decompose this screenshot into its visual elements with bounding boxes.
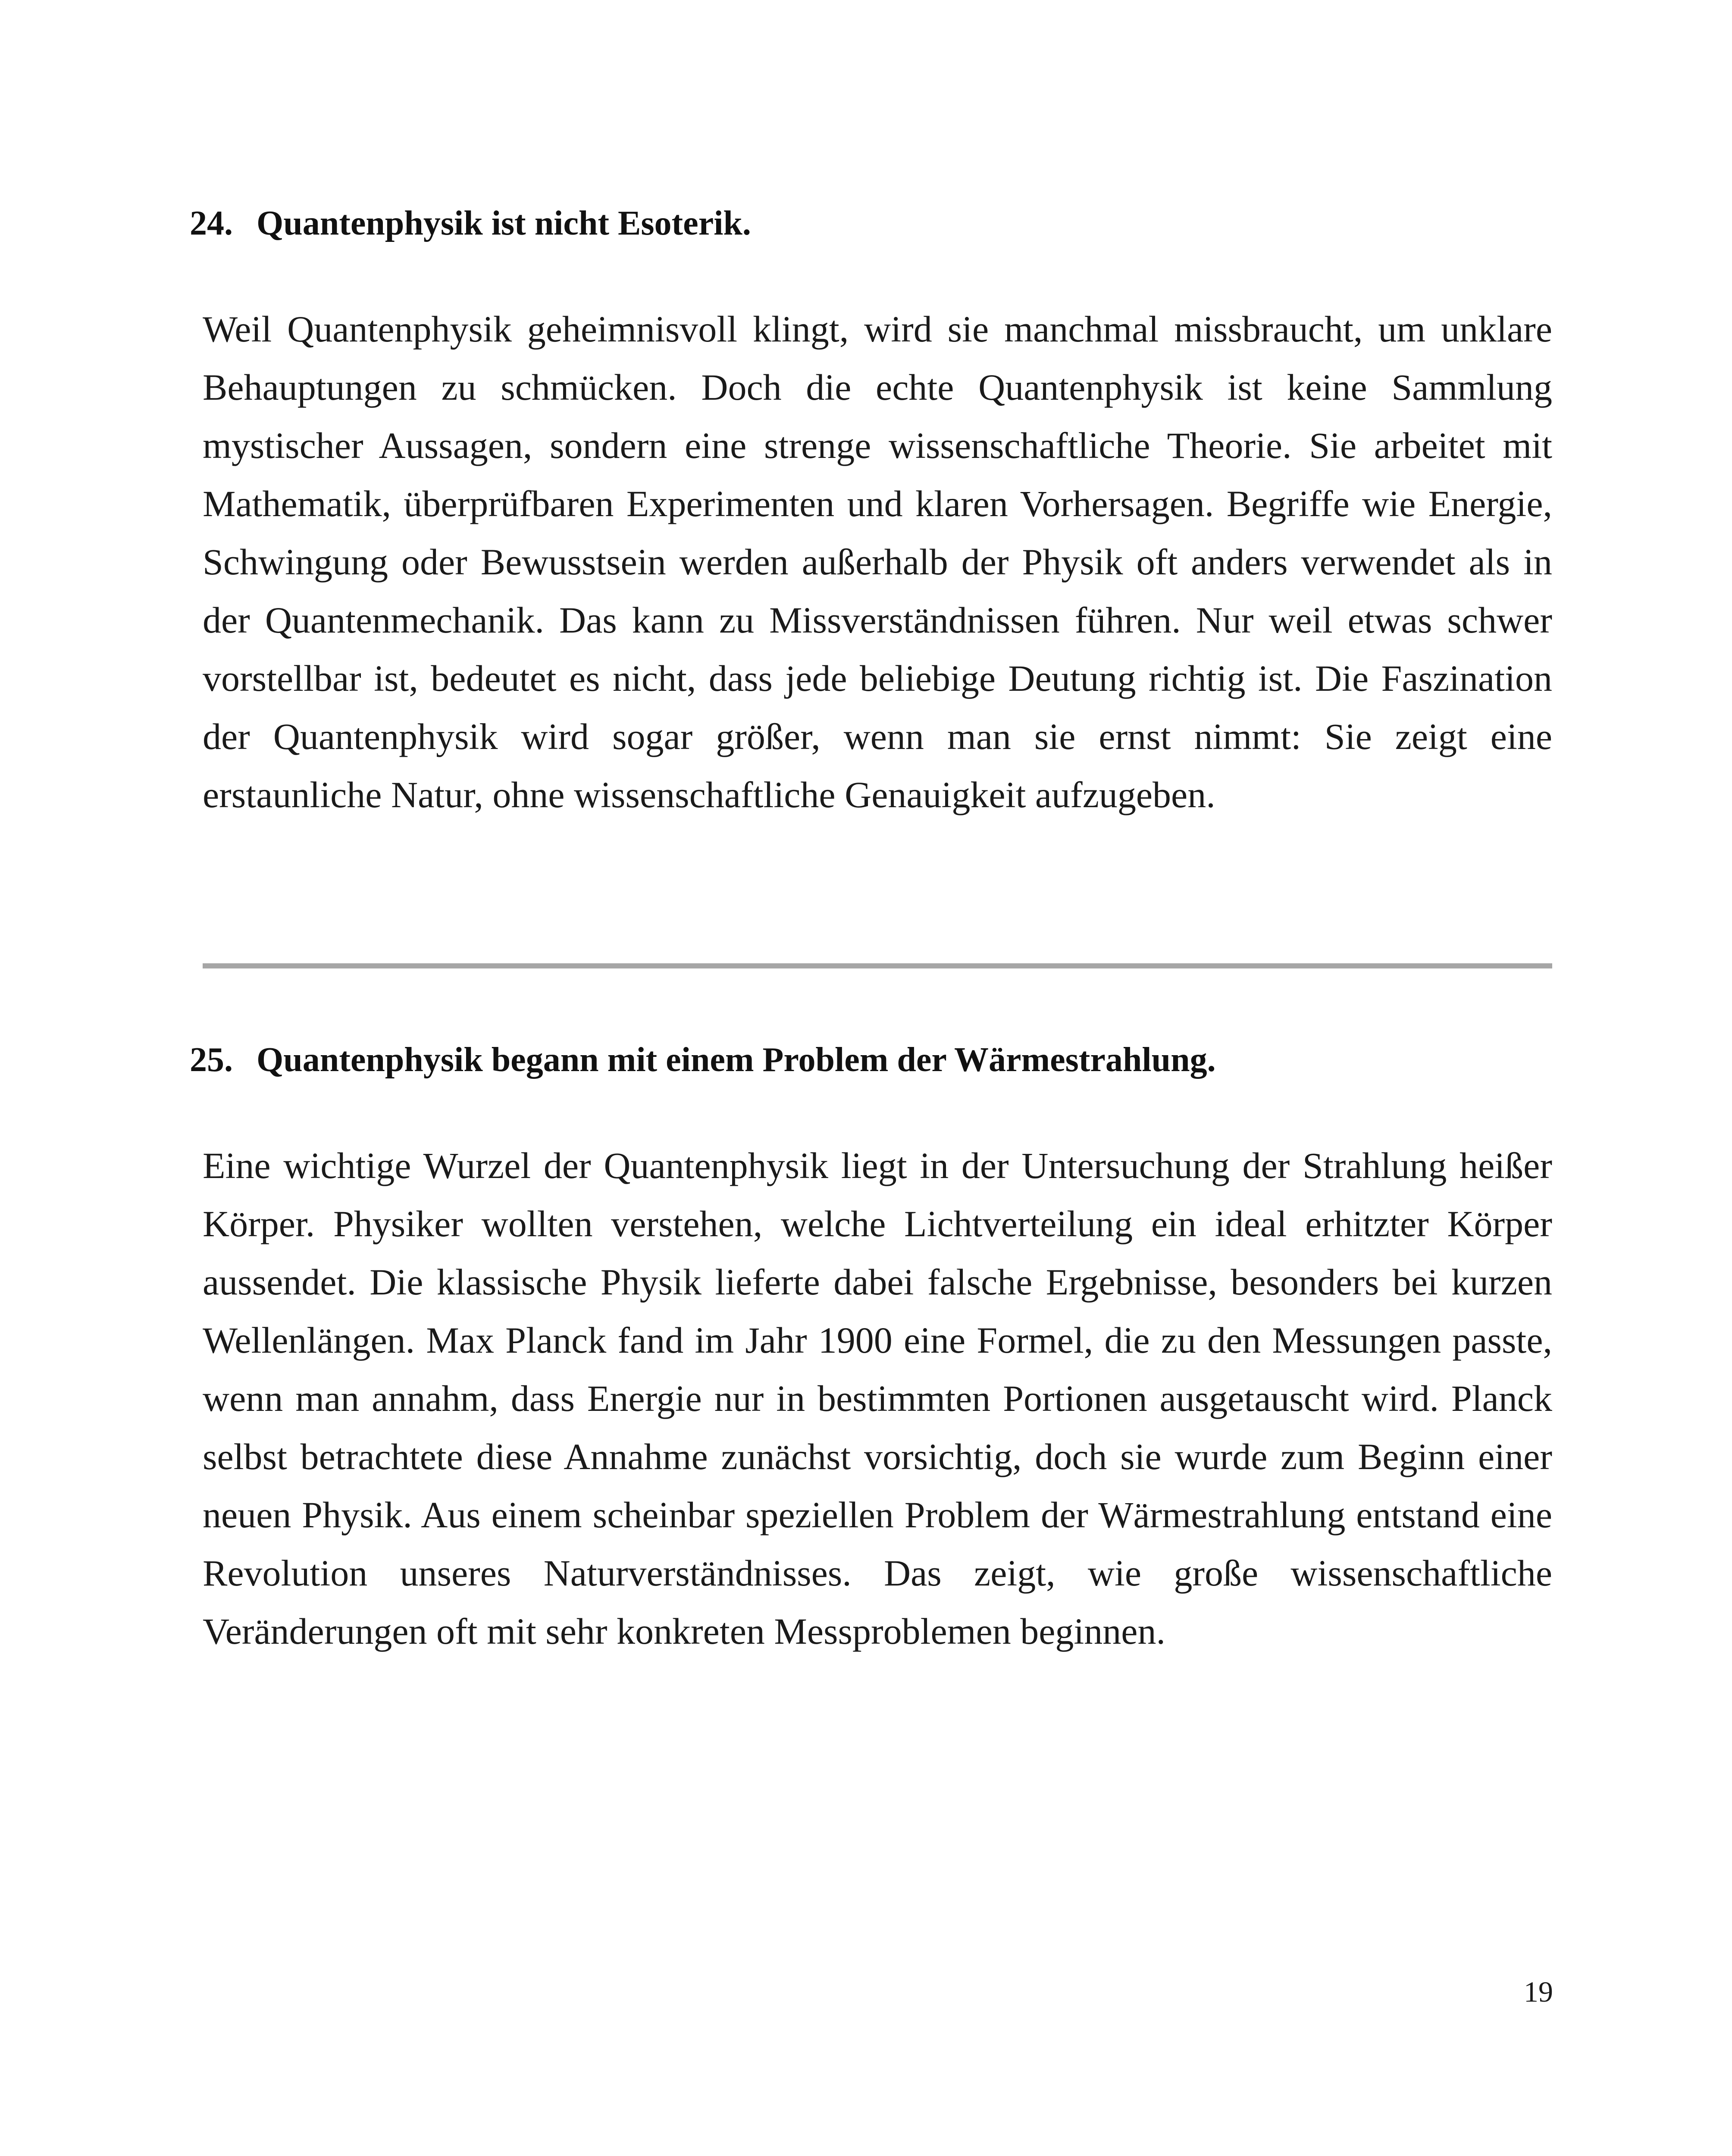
- section-title: Quantenphysik ist nicht Esoterik.: [257, 204, 751, 242]
- section-body: Eine wichtige Wurzel der Quantenphysik liegt in der Untersuchung der Strahlung heißer Körper. Physiker wollten verstehen, welche Lichtverteilung ein ideal erhitzter Körper aussendet. Die klassische Physik lieferte dabei falsche Ergebnisse, besonders bei kurzen Wellenlängen. Max Planck fand im Jahr 1900 eine Formel, die zu den Messungen passte, wenn man annahm, dass Energie nur in bestimmten Portionen ausgetauscht wird. Planck selbst betrachtete diese Annahme zunächst vorsichtig, doch sie wurde zum Beginn einer neuen Physik. Aus einem scheinbar speziellen Problem der Wärmestrahlung entstand eine Revolution unseres Naturverständnisses. Das zeigt, wie große wissenschaftliche Veränderungen oft mit sehr konkreten Messproblemen beginnen.: [203, 1145, 1552, 1652]
- section-heading: [190, 203, 1552, 244]
- section-number: 24.: [190, 204, 233, 242]
- section-title: Quantenphysik begann mit einem Problem der Wärmestrahlung.: [257, 1041, 1216, 1079]
- section-body: Weil Quantenphysik geheimnisvoll klingt, wird sie manchmal missbraucht, um unklare Behauptungen zu schmücken. Doch die echte Quantenphysik ist keine Sammlung mystischer Aussagen, sondern eine strenge wissenschaftliche Theorie. Sie arbeitet mit Mathematik, überprüfbaren Experimenten und klaren Vorhersagen. Begriffe wie Energie, Schwingung oder Bewusstsein werden außerhalb der Physik oft anders verwendet als in der Quantenmechanik. Das kann zu Missverständnissen führen. Nur weil etwas schwer vorstellbar ist, bedeutet es nicht, dass jede beliebige Deutung richtig ist. Die Faszination der Quantenphysik wird sogar größer, wenn man sie ernst nimmt: Sie zeigt eine erstaunliche Natur, ohne wissenschaftliche Genauigkeit aufzugeben.: [203, 308, 1552, 815]
- page-number: 19: [1524, 1975, 1553, 2008]
- section-25: [190, 1039, 1552, 1661]
- section-divider: [203, 963, 1552, 968]
- section-24: [190, 203, 1552, 824]
- section-number: 25.: [190, 1041, 233, 1079]
- section-heading: [190, 1039, 1552, 1081]
